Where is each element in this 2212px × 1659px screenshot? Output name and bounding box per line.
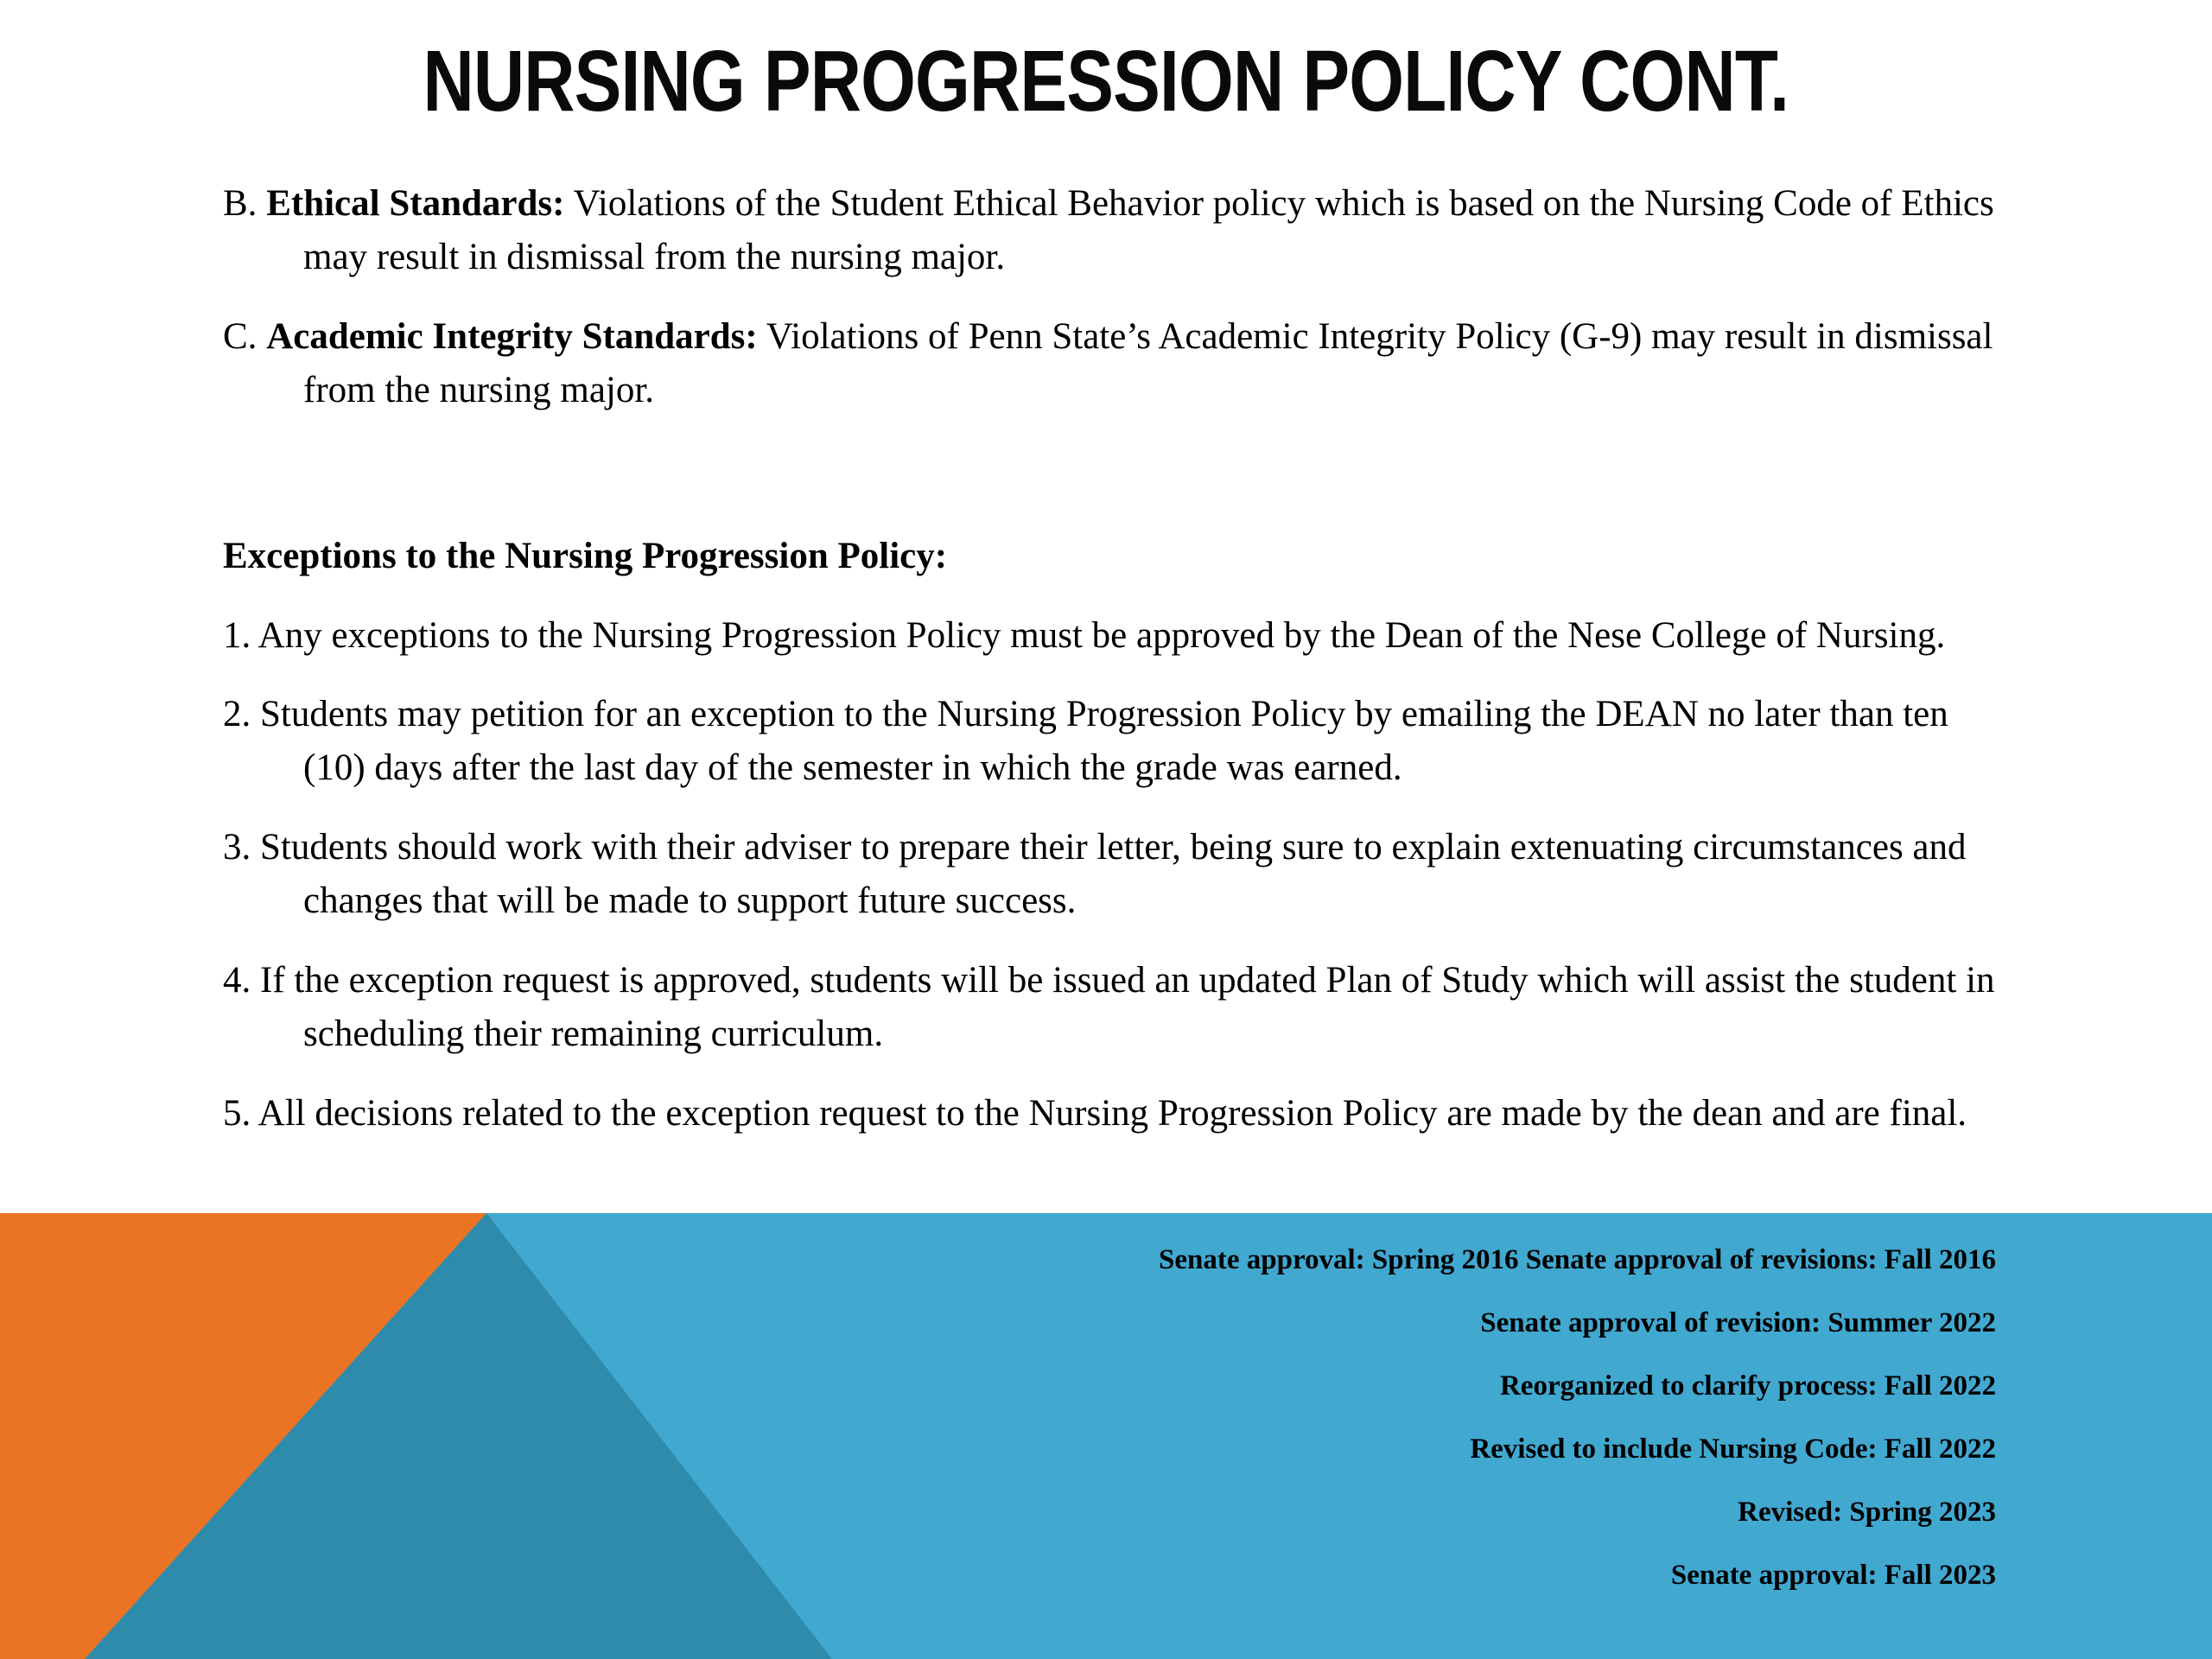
slide-title: [0, 33, 2212, 130]
item-text: All decisions related to the exception request to the Nursing Progression Policy are made by the dean and are final.: [257, 1092, 1967, 1134]
item-heading: Ethical Standards:: [266, 183, 565, 224]
slide-footer: [0, 1213, 2212, 1659]
item-marker: B.: [223, 183, 257, 224]
list-item-4: [223, 954, 1996, 1061]
item-marker: 1.: [223, 614, 251, 656]
item-text: Students should work with their adviser to prepare their letter, being sure to explain extenuating circumstances and changes that will be made to support future success.: [260, 827, 1967, 922]
slide-body: [0, 177, 2212, 1141]
item-marker: 2.: [223, 694, 251, 735]
exceptions-heading: [223, 530, 1996, 583]
list-item-2: [223, 688, 1996, 795]
footer-approval-lines: [0, 1229, 1996, 1607]
item-text: Any exceptions to the Nursing Progression Policy must be approved by the Dean of the Nese College of Nursing.: [257, 614, 1946, 656]
body-paragraph-academic-integrity: [223, 310, 1996, 417]
footer-line: Revised: Spring 2023: [1738, 1497, 1996, 1528]
exceptions-heading-text: Exceptions to the Nursing Progression Policy:: [223, 535, 948, 576]
item-marker: 3.: [223, 827, 251, 868]
item-text: Students may petition for an exception to the Nursing Progression Policy by emailing the DEAN no later than ten (10) days after the last day of the semester in which the grade was earned.: [260, 694, 1948, 789]
list-item-5: [223, 1087, 1996, 1141]
list-item-3: [223, 821, 1996, 928]
list-item-1: [223, 609, 1996, 663]
item-text: If the exception request is approved, students will be issued an updated Plan of Study which will assist the student in scheduling their remaining curriculum.: [260, 960, 1995, 1054]
footer-line: Senate approval: Spring 2016 Senate approval of revisions: Fall 2016: [1159, 1244, 1996, 1275]
item-text: Violations of the Student Ethical Behavior policy which is based on the Nursing Code of Ethics may result in dismissal from the nursing major.: [303, 183, 1994, 277]
footer-line: Reorganized to clarify process: Fall 2022: [1499, 1370, 1996, 1402]
item-marker: 5.: [223, 1092, 251, 1134]
item-marker: C.: [223, 315, 257, 357]
item-heading: Academic Integrity Standards:: [266, 315, 758, 357]
footer-line: Senate approval of revision: Summer 2022: [1480, 1307, 1996, 1338]
slide-title-text: NURSING PROGRESSION POLICY CONT.: [423, 33, 1789, 130]
item-marker: 4.: [223, 960, 251, 1001]
body-paragraph-ethical: [223, 177, 1996, 284]
footer-line: Revised to include Nursing Code: Fall 2022: [1470, 1433, 1996, 1465]
footer-line: Senate approval: Fall 2023: [1670, 1560, 1996, 1591]
item-text: Violations of Penn State’s Academic Integrity Policy (G-9) may result in dismissal from the nursing major.: [303, 315, 1993, 410]
